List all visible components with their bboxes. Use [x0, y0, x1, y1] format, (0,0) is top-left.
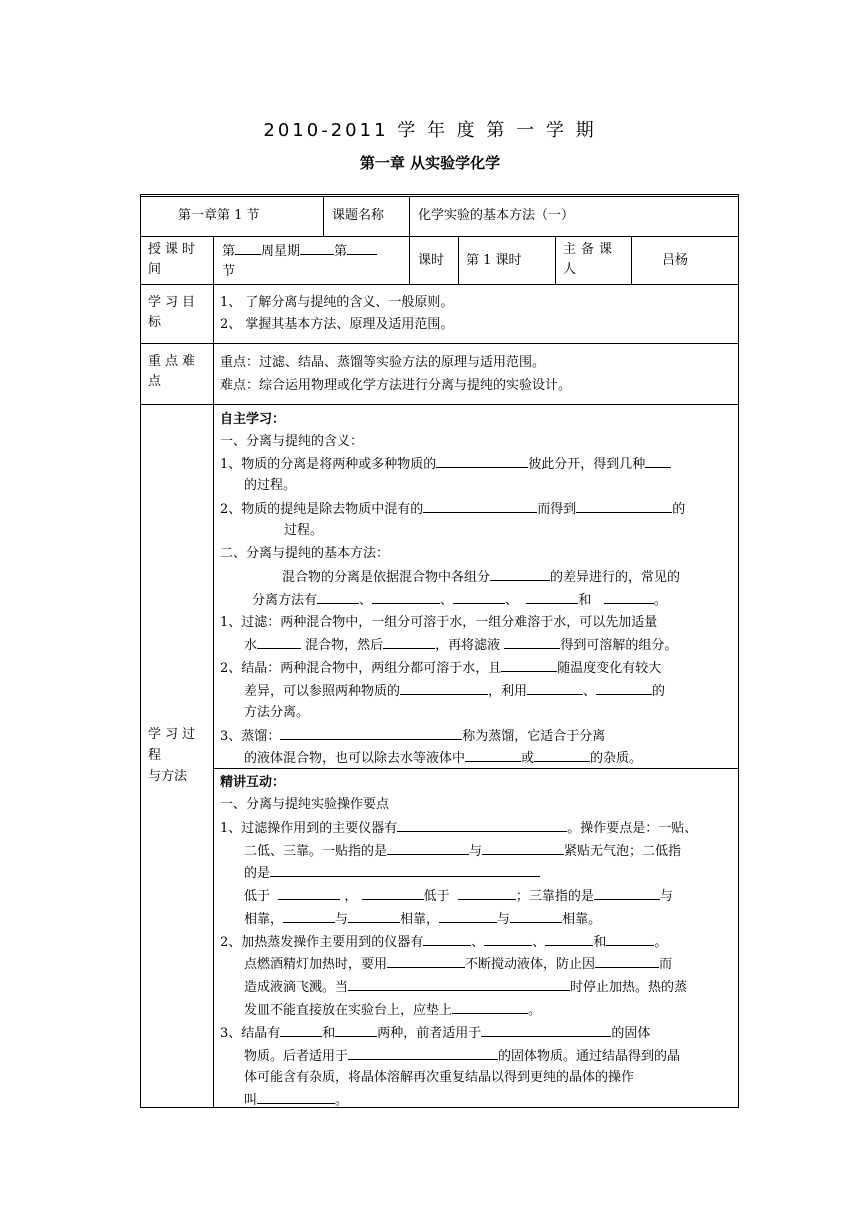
section-heading: 一、分离与提纯实验操作要点 — [220, 797, 390, 812]
fill-line: 的过程。 — [244, 478, 297, 493]
teacher-label: 主备课人 — [563, 242, 618, 277]
fill-line: 1、物质的分离是将两种或多种物质的 彼此分开，得到几种 — [220, 453, 732, 476]
fill-line: 造成液滴飞溅。当 时停止加热。热的蒸 — [220, 976, 756, 999]
key-point: 重点：过滤、结晶、蒸馏等实验方法的原理与适用范围。 — [220, 355, 546, 370]
fill-line: 1、过滤：两种混合物中，一组分可溶于水，一组分难溶于水，可以先加适量 — [220, 615, 658, 630]
self-study-heading: 自主学习： — [220, 412, 286, 427]
fill-line: 相靠， 与 相靠， 与 相靠。 — [220, 908, 756, 931]
fill-line: 水 混合物，然后 ，再将滤液 得到可溶解的组分。 — [220, 634, 756, 657]
fill-line: 体可能含有杂质，将晶体溶解再次重复结晶以得到更纯的晶体的操作 — [244, 1070, 635, 1085]
fill-line: 2、结晶：两种混合物中，两组分都可溶于水，且 随温度变化有较大 — [220, 657, 732, 680]
fill-line: 的液体混合物，也可以除去水等液体中 或 的杂质。 — [220, 747, 756, 770]
objective-item: 1、 了解分离与提纯的含义、一般原则。 — [220, 295, 454, 310]
fill-line: 方法分离。 — [244, 705, 310, 720]
fill-line: 物质。后者适用于 的固体物质。通过结晶得到的晶 — [220, 1045, 756, 1068]
lecture-heading: 精讲互动： — [220, 775, 286, 790]
section-label: 第一章第 1 节 — [178, 208, 260, 223]
fill-line: 差异，可以参照两种物质的 ，利用 、 的 — [220, 680, 756, 703]
section-heading: 一、分离与提纯的含义： — [220, 434, 364, 449]
fill-line: 分离方法有 、 、 、 和 。 — [220, 589, 764, 612]
fill-line: 低于 ， 低于 ；三靠指的是 与 — [220, 885, 756, 908]
fill-line: 点燃酒精灯加热时，要用 不断搅动液体，防止因 而 — [220, 953, 756, 976]
time-value: 第 周星期 第 节 — [222, 240, 408, 282]
teacher-value: 吕杨 — [662, 253, 689, 268]
fill-line: 2、加热蒸发操作主要用到的仪器有 、 、 和 。 — [220, 931, 732, 954]
time-label: 授课时间 — [148, 242, 200, 277]
fill-line: 1、过滤操作用到的主要仪器有 。操作要点是：一贴、 — [220, 817, 732, 840]
difficult-point: 难点：综合运用物理或化学方法进行分离与提纯的实验设计。 — [220, 378, 572, 393]
fill-line: 叫 。 — [220, 1089, 756, 1112]
chapter-title: 第一章 从实验学化学 — [359, 154, 501, 172]
objectives-label: 学习目标 — [148, 295, 200, 330]
fill-line: 发皿不能直接放在实验台上，应垫上 。 — [220, 999, 756, 1022]
fill-line: 过程。 — [284, 523, 324, 538]
topic-label: 课题名称 — [332, 208, 385, 223]
fill-line: 的是 — [220, 862, 756, 885]
fill-line: 2、物质的提纯是除去物质中混有的 而得到 的 — [220, 498, 732, 521]
fill-line: 3、蒸馏： 称为蒸馏，它适合于分离 — [220, 725, 732, 748]
fill-line: 混合物的分离是依据混合物中各组分 的差异进行的，常见的 — [220, 566, 794, 589]
fill-line: 3、结晶有 和 两种，前者适用于 的固体 — [220, 1022, 732, 1045]
key-points-label: 重点难点 — [148, 354, 200, 389]
objective-item: 2、 掌握其基本方法、原理及适用范围。 — [220, 317, 454, 332]
period-value: 第 1 课时 — [466, 253, 522, 268]
document-title: 2010-2011 学 年 度 第 一 学 期 — [263, 120, 597, 141]
process-label: 学习过程 与方法 — [148, 727, 200, 784]
section-heading: 二、分离与提纯的基本方法： — [220, 546, 390, 561]
topic-value: 化学实验的基本方法（一） — [418, 208, 575, 223]
period-label: 课时 — [418, 253, 445, 268]
fill-line: 二低、三靠。一贴指的是 与 紧贴无气泡；二低指 — [220, 840, 756, 863]
